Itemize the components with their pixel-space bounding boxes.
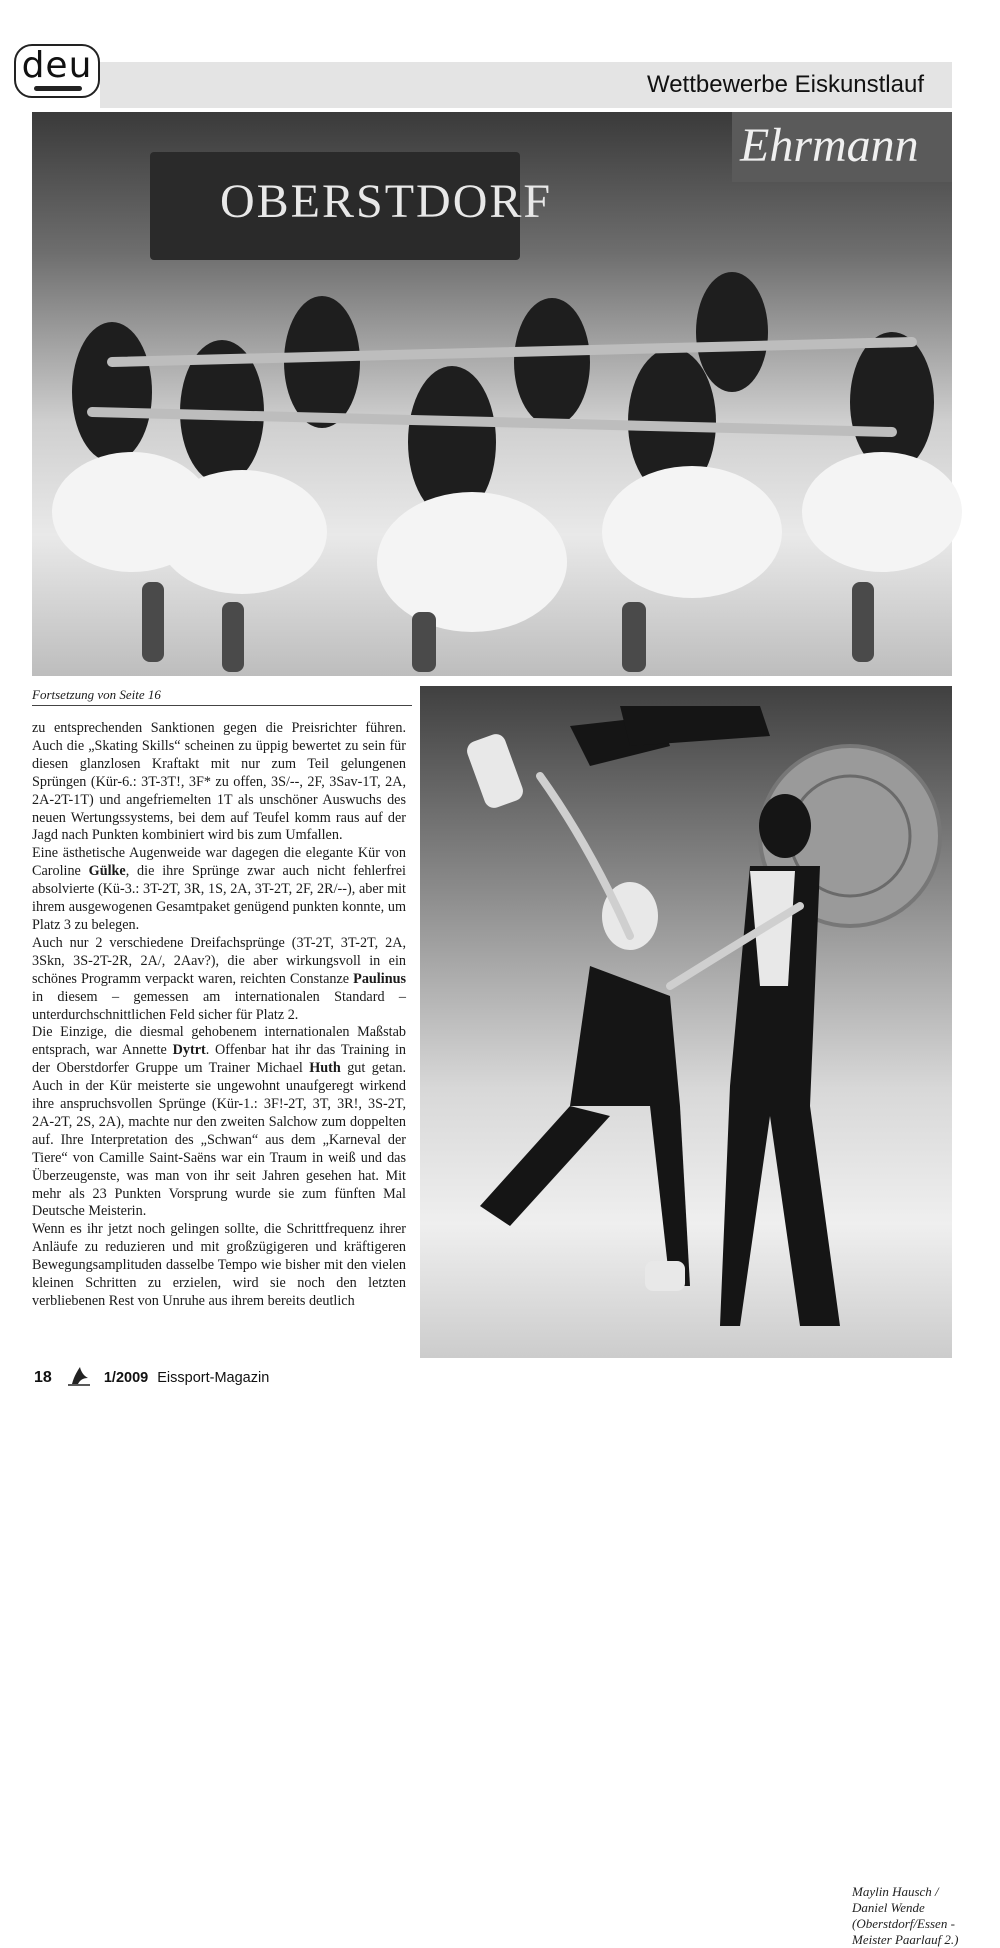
skater-name: Dytrt (172, 1042, 206, 1059)
skaters-illustration (32, 112, 952, 676)
pair-skaters-photo (420, 686, 959, 1947)
page-number: 18 (34, 1369, 52, 1386)
article-body (32, 720, 406, 1311)
paragraph-3: Auch nur 2 verschiedene Dreifachsprünge (3T-2T, 3T-2T, 2A, 3Skn, 3S-2T-2R, 2A/, 2Aav?), die aber wirkungsvoll in ein schönes Programm verpackt waren, reichten Constanze Paulinus in diesem – gemessen am internationalen Standard – unterdurchschnittlichen Feld sicher für Platz 2. (32, 934, 406, 1023)
paragraph-5: Wenn es ihr jetzt noch gelingen sollte, die Schrittfrequenz ihrer Anläufe zu reduzieren und mit großzügigeren und kräftigeren Bewegungsamplituden dasselbe Tempo wie bisher mit den vielen kleinen Schritten zu erzielen, wird sie noch den letzten verbliebenen Rest von Unruhe aus ihrem bereits deutlich (32, 1221, 406, 1309)
paragraph-2: Eine ästhetische Augenweide war dagegen die elegante Kür von Caroline Gülke, die ihre Sprünge zwar auch nicht fehlerfrei absolvierte (Kü-3.: 3T-2T, 3R, 1S, 2A, 3T-2T, 2F, 2R/--), aber mit ihrem ausgewogenen Gesamtpaket genügend punkten konnte, um Platz 3 zu belegen. (32, 845, 406, 933)
sponsor-banner-text: Ehrmann (740, 119, 919, 172)
skate-blade-icon (34, 86, 82, 91)
continued-note: Fortsetzung von Seite 16 (32, 687, 412, 706)
section-header (100, 62, 952, 108)
arena-banner-text: OBERSTDORF (220, 175, 553, 228)
magazine-name: Eissport-Magazin (157, 1370, 270, 1386)
photo-caption-right: Maylin Hausch / Daniel Wende (Oberstdorf/Essen - Meister Paarlauf 2.) (852, 1884, 959, 1947)
logo-text: deu (21, 45, 93, 86)
deu-logo (14, 44, 100, 98)
trainer-name: Huth (309, 1060, 341, 1077)
pair-skaters-illustration (420, 686, 952, 1358)
skater-name: Paulinus (353, 970, 406, 987)
magazine-logo-icon (66, 1366, 92, 1386)
page-footer (34, 1366, 269, 1388)
section-title: Wettbewerbe Eiskunstlauf (646, 71, 924, 98)
skater-name: Gülke (88, 863, 126, 880)
paragraph-1: zu entsprechenden Sanktionen gegen die Preisrichter führen. Auch die „Skating Skills“ scheinen zu üppig bewertet zu sein für diesen glanzlosen Kraftakt mit nur zum Teil gelungenen Sprüngen (Kür-6.: 3T-3T!, 3F* zu offen, 3S/--, 2F, 3Sav-1T, 2A, 2A-2T-1T) und angefriemelten 1T als unschöner Auswuchs des neuen Wertungssystems, bei dem auf Teufel komm raus auf der Jagd nach Punkten kombiniert wird bis zum Umfallen. (32, 720, 406, 844)
paragraph-4: Die Einzige, die diesmal gehobenem internationalen Maßstab entsprach, war Annette Dytrt. Offenbar hat ihr das Training in der Oberstdorfer Gruppe um Trainer Michael Huth gut getan. Auch in der Kür meisterte sie ungewohnt unaufgeregt wirkend ihre anspruchsvollen Sprünge (Kür-1.: 3F!-2T, 3T, 3R!, 3S-2T, 2A-2T, 2S, 2A), machte nur den zweiten Salchow zum doppelten auf. Ihre Interpretation des „Schwan“ aus dem „Karneval der Tiere“ von Camille Saint-Saëns war ein Traum in weiß und das Überzeugenste, was man von ihr seit Jahren gesehen hat. Mit mehr als 23 Punkten Vorsprung wurde sie zum fünften Mal Deutsche Meisterin. (32, 1024, 407, 1220)
synchro-team-photo (32, 112, 952, 676)
issue-number: 1/2009 (103, 1370, 149, 1386)
